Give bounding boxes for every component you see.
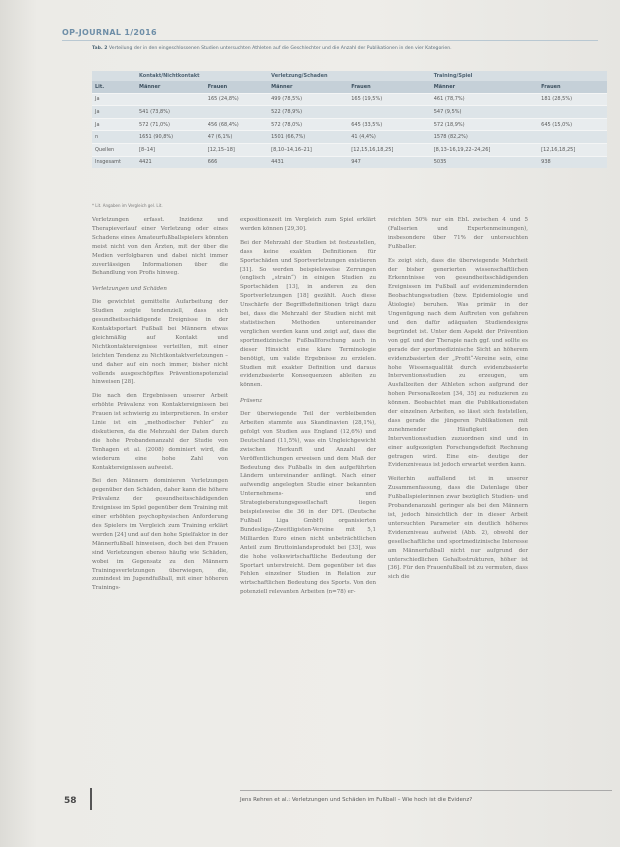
page-number-bar bbox=[90, 788, 92, 810]
table-cell: [8–14] bbox=[136, 143, 205, 156]
body-paragraph: Verletzungen erfasst. Inzidenz und Therapieverlauf einer Verletzung oder eines Schadens eines Amateurfußballspielers könnten meist nicht von den Ärzten, mit der über die Medien verfolgbaren und dabei nicht immer zuverlässigen Informationen über die Behandlung von Profis hinweg. bbox=[92, 217, 228, 277]
row-label-cell: Quellen bbox=[92, 143, 136, 156]
row-label-cell: Insgesamt bbox=[92, 156, 136, 168]
table-cell: [8,10–14,16–21] bbox=[268, 143, 348, 156]
row-label-cell: Ja bbox=[92, 118, 136, 131]
table-cell: 461 (78,7%) bbox=[431, 93, 538, 106]
table-row bbox=[92, 118, 607, 131]
table-cell: 499 (78,5%) bbox=[268, 93, 348, 106]
row-label-cell: n bbox=[92, 131, 136, 144]
column-header: Frauen bbox=[205, 81, 268, 93]
row-label-cell: Ja bbox=[92, 106, 136, 119]
table-cell: 41 (4,4%) bbox=[348, 131, 430, 144]
table-cell bbox=[348, 106, 430, 119]
table-cell: 456 (68,4%) bbox=[205, 118, 268, 131]
body-paragraph: Der überwiegende Teil der verbleibenden Arbeiten stammte aus Skandinavien (28,1%), gefolgt von Studien aus England (12,6%) und Deutschland (11,5%), was ein Ungleichgewicht zwischen Herkunft und Anzahl der Veröffentlichungen erweisen und dem Maß der Bedeutung des Fußballs in den aufgeführten Ländern untereinander anfängt. Nach einer aufwendig angelegten Studie einer bekannten Unternehmens- und Strategieberatungsgesellschaft liegen beispielsweise die 36 in der DFL (Deutsche Fußball Liga GmbH) organisierten Bundesliga-/Zweitligisten-Vereine mit 5,1 Milliarden Euro einen nicht unbeträchtlichen Anteil zum Bruttoinlandsprodukt bei [33], was die hohe volkswirtschaftliche Bedeutung der Sportart unterstreicht. Dem gegenüber ist das Fehlen einzelner Studien in Relation zur wirtschaftlichen Bedeutung des Sports. Von den potenziell relevanten Arbeiten (n=78) er- bbox=[240, 411, 376, 596]
table-cell: 1501 (66,7%) bbox=[268, 131, 348, 144]
page-number: 58 bbox=[64, 796, 77, 806]
table-row bbox=[92, 106, 607, 119]
table-caption-label: Tab. 2 bbox=[92, 46, 108, 51]
section-subheading: Verletzungen und Schäden bbox=[92, 286, 167, 293]
body-paragraph: Die gewichtet gemittelte Aufarbeitung der Studien zeigte tendenziell, dass sich gesundheitsschädigende Ereignisse in der Kontaktsportart Fußball bei Männern etwas gleichmäßig auf Kontakt und Nichtkontaktereignisse verteilten, mit einer leichten Tendenz zu Nichtkontaktverletzungen – und daher auf ein noch immer, bisher nicht vollends ausgeschöpftes Präventionspotenzial hinweisen [28]. bbox=[92, 299, 228, 386]
table-cell: 5035 bbox=[431, 156, 538, 168]
body-paragraph: expositionszeit im Vergleich zum Spiel erklärt werden können [29,30]. bbox=[240, 217, 376, 232]
table-cell bbox=[205, 106, 268, 119]
table-cell: 947 bbox=[348, 156, 430, 168]
table-cell bbox=[136, 93, 205, 106]
table-row bbox=[92, 143, 607, 156]
table-cell: 4431 bbox=[268, 156, 348, 168]
body-paragraph: Bei der Mehrzahl der Studien ist festzustellen, dass keine exakten Definitionen für Sportschäden und Sportverletzungen existieren [31]. So werden beispielsweise Zerrungen (englisch „strain“) in einigen Studien zu Sportschäden [13], in anderen zu den Sportverletzungen [18] gezählt. Auch diese Unschärfe der Begriffsdefinitionen trägt dazu bei, dass die Mehrzahl der Studien nicht mit statistischen Methoden untereinander verglichen werden kann und zeigt auf, dass die sportmedizinische Fußballforschung auch in dieser Hinsicht eine klare Terminologie benötigt, um valide Ergebnisse zu erzielen. Studien mit exakter Definition und daraus evidenzbasierte Konsequenzen ableiten zu können. bbox=[240, 239, 376, 389]
table-cell: 666 bbox=[205, 156, 268, 168]
table-cell: 572 (78,0%) bbox=[268, 118, 348, 131]
header-rule bbox=[62, 40, 598, 41]
table-row bbox=[92, 156, 607, 168]
table-cell: 572 (18,9%) bbox=[431, 118, 538, 131]
data-table bbox=[92, 71, 607, 168]
column-header: Männer bbox=[431, 81, 538, 93]
running-footer: Jens Rehren et al.: Verletzungen und Schäden im Fußball – Wie hoch ist die Evidenz? bbox=[240, 797, 473, 803]
table-cell: 541 (73,8%) bbox=[136, 106, 205, 119]
row-label-cell: Ja bbox=[92, 93, 136, 106]
table-caption bbox=[92, 46, 592, 52]
text-column-3 bbox=[388, 216, 528, 587]
column-header: Lit. bbox=[92, 81, 136, 93]
table-cell: 165 (19,5%) bbox=[348, 93, 430, 106]
body-paragraph: Weiterhin auffallend ist in unserer Zusammenfassung, dass die Datenlage über Fußballspielerinnen zwar bezüglich Studien- und Probandenanzahl geringer als bei den Männern ist, jedoch hinsichtlich der in dieser Arbeit untersuchten Parameter ein deutlich höheres Evidenzniveau aufweist (Abb. 2), obwohl der gesellschaftliche und sportmedizinische Interesse am Männerfußball nicht nur aufgrund der unterschiedlichen Gehaltsstrukturen, höher ist [36]. Für den Frauenfußball ist zu vermuten, dass sich die bbox=[388, 476, 528, 581]
table-cell: 165 (24,8%) bbox=[205, 93, 268, 106]
table-cell: 1578 (82,2%) bbox=[431, 131, 538, 144]
text-column-1 bbox=[92, 216, 228, 598]
table-cell: 522 (78,9%) bbox=[268, 106, 348, 119]
text-column-2 bbox=[240, 216, 376, 602]
table-row bbox=[92, 93, 607, 106]
column-header: Männer bbox=[136, 81, 205, 93]
table-cell: 938 bbox=[538, 156, 607, 168]
group-header: Verletzung/Schaden bbox=[268, 71, 431, 81]
table-cell: [12,16,18,25] bbox=[538, 143, 607, 156]
table-cell bbox=[538, 106, 607, 119]
group-header bbox=[92, 71, 136, 81]
table-caption-text: Verteilung der in den eingeschlossenen Studien untersuchten Athleten auf die Geschlechter und die Anzahl der Publikationen in den vier Kategorien. bbox=[108, 46, 452, 51]
body-paragraph: Die nach den Ergebnissen unserer Arbeit erhöhte Prävalenz von Kontaktereignissen bei Frauen ist schwierig zu interpretieren. In erster Linie ist ein „methodischer Fehler“ zu diskutieren, da die Mehrzahl der Daten durch die hohe Probandenanzahl der Studie von Tenhagen et al. (2008) dominiert wird, die wiederum eine hohe Zahl von Kontaktereignissen aufweist. bbox=[92, 393, 228, 471]
table-cell: [8,13–16,19,22–24,26] bbox=[431, 143, 538, 156]
table-cell: 645 (33,5%) bbox=[348, 118, 430, 131]
table-cell: 4421 bbox=[136, 156, 205, 168]
body-paragraph: Es zeigt sich, dass die überwiegende Mehrheit der bisher generierten wissenschaftlichen Erkenntnisse von gesundheitsschädigenden Ereignissen im Fußball auf evidenzmindernden Beobachtungsstudien (bzw. Epidemiologie und Ätiologie) beruhen. Was primär in der Ungenügung nach dem Auftreten von gefahren und den dafür adäquaten Studiendesigns begründet ist. Unter dem Aspekt der Prävention von ggf. und der Therapie nach ggf. und sollte es gerade der sportmedizinische Sicht an höherem evidenzbasierten der „Profit“-Vereine sein, eine hohe Wissensqualität durch evidenzbasierte Interventionsstudien zu erzeugen, um Ausfallzeiten der Athleten schon aufgrund der hohen Personalkosten [34, 35] zu reduzieren zu können. Beobachtet man die Publikationsdaten der einzelnen Arbeiten, so lässt sich feststellen, dass gerade die jüngeren Publikationen mit zunehmender Häufigkeit den Interventionsstudien zuzuordnen sind und in einer aufgezeigten Forschungsdefizit Rechnung getragen wird. Eine ein- deutige der Evidenzniveaus ist jedoch erwartet werden kann. bbox=[388, 257, 528, 469]
table-footnote: * Lit. Angaben im Vergleich gel. Lit. bbox=[92, 203, 163, 208]
column-header: Männer bbox=[268, 81, 348, 93]
table-body bbox=[92, 93, 607, 168]
table-row bbox=[92, 131, 607, 144]
table-cell: 1651 (90,8%) bbox=[136, 131, 205, 144]
table-group-row bbox=[92, 71, 607, 81]
journal-header: OP-JOURNAL 1/2016 bbox=[62, 28, 157, 37]
table-cell: 181 (28,5%) bbox=[538, 93, 607, 106]
footer-rule bbox=[240, 790, 612, 791]
table-cell bbox=[538, 131, 607, 144]
table-cell: 645 (15,0%) bbox=[538, 118, 607, 131]
body-paragraph: reichten 50% nur ein EbL zwischen 4 und 5 (Fallserien und Expertenmeinungen), insbesondere über 71% der untersuchten Fußballer. bbox=[388, 217, 528, 250]
column-header: Frauen bbox=[538, 81, 607, 93]
column-header: Frauen bbox=[348, 81, 430, 93]
table-cell: [12,15–18] bbox=[205, 143, 268, 156]
table-header-row bbox=[92, 81, 607, 93]
section-subheading: Präsenz bbox=[240, 398, 263, 405]
table-cell: [12,15,16,18,25] bbox=[348, 143, 430, 156]
group-header: Training/Spiel bbox=[431, 71, 607, 81]
group-header: Kontakt/Nichtkontakt bbox=[136, 71, 268, 81]
body-paragraph: Bei den Männern dominieren Verletzungen gegenüber den Schäden, daher kann die höhere Prävalenz der gesundheitsschädigenden Ereignisse im Spiel gegenüber dem Training mit einer erhöhten psychophysischen Anforderung des Spielers im Vergleich zum Training erklärt werden [24] und auf den hohe Spielfaktor in der Männerfußball hinweisen, doch bei den Frauen sind Verletzungen ebenso häufig wie Schäden, wobei im Gegensatz zu den Männern Trainingsverletzungen überwiegen, die, zumindest im Jugendfußball, mit einer höheren Trainings- bbox=[92, 478, 228, 592]
table-cell: 547 (9,5%) bbox=[431, 106, 538, 119]
table-cell: 47 (6,1%) bbox=[205, 131, 268, 144]
table-cell: 572 (71,0%) bbox=[136, 118, 205, 131]
